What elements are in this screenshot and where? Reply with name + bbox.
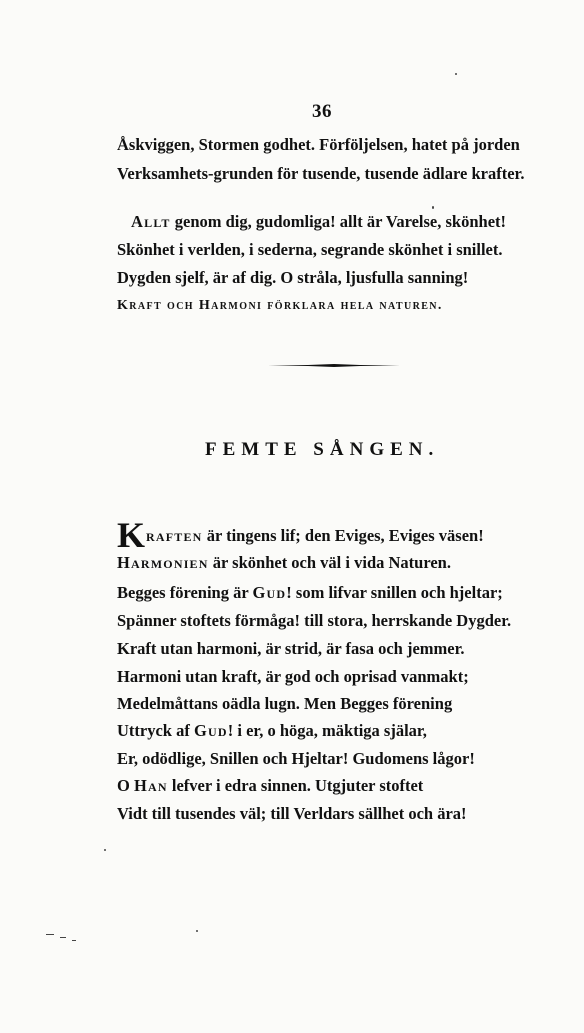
initial-word: raften [146,526,203,545]
section-rule [268,364,400,367]
section-heading: FEMTE SÅNGEN. [205,439,440,460]
paper-speck [60,937,66,938]
text-line [117,721,547,741]
text-line: Spänner stoftets förmåga! till stora, herrskande Dygder. [117,611,512,630]
paper-speck [432,206,434,209]
initial-word: Harmonien [117,553,209,572]
pronoun-han: Han [133,776,168,795]
text-line: Åskviggen, Stormen godhet. Förföljelsen, hatet på jorden [117,135,520,154]
text-line [117,515,547,555]
text-line [117,583,547,603]
line-text: är tingens lif; den Eviges, Eviges väsen! [202,526,484,545]
text-line: Harmoni utan kraft, är god och oprisad vanmakt; [117,667,469,686]
text-line: Skönhet i verlden, i sederna, segrande skönhet i snillet. [117,240,503,259]
page-number: 36 [312,101,332,122]
paper-speck [104,849,106,851]
line-text: ! i er, o höga, mäktiga själar, [227,721,427,740]
text-line [117,776,547,796]
line-text: O [117,776,134,795]
text-line: Medelmåttans oädla lugn. Men Begges förening [117,694,453,713]
line-text: är skönhet och väl i vida Naturen. [208,553,451,572]
line-text: Begges förening är [117,583,253,602]
text-line: Dygden sjelf, är af dig. O stråla, ljusfulla sanning! [117,268,469,287]
divine-name: Gud [252,583,287,602]
text-line: Verksamhets-grunden för tusende, tusende ädlare krafter. [117,164,525,183]
paper-speck [72,940,76,941]
line-text: ! som lifvar snillen och hjeltar; [286,583,503,602]
paper-speck [455,73,457,75]
text-line [131,212,561,232]
motto-line: Kraft och Harmoni förklara hela naturen. [117,298,443,313]
divine-name: Gud [193,721,228,740]
paper-speck [46,934,54,935]
text-line [117,553,547,573]
line-text: genom dig, gudomliga! allt är Varelse, skönhet! [170,212,507,231]
initial-word: Allt [131,212,171,231]
text-line: Kraft utan harmoni, är strid, är fasa och jemmer. [117,639,465,658]
text-line: Vidt till tusendes väl; till Verldars sällhet och ära! [117,804,467,823]
paper-speck [196,930,198,932]
text-line: Er, odödlige, Snillen och Hjeltar! Gudomens lågor! [117,749,475,768]
line-text: lefver i edra sinnen. Utgjuter stoftet [167,776,424,795]
line-text: Uttryck af [117,721,194,740]
drop-cap: K [117,515,146,555]
